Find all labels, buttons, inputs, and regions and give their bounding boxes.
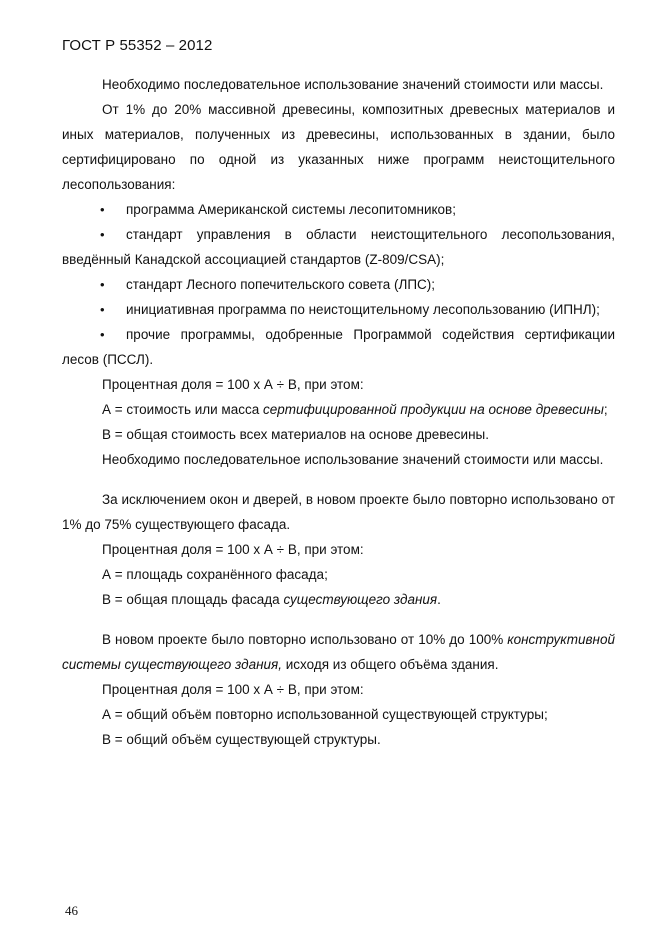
definition-b: В = общая стоимость всех материалов на основе древесины.: [102, 427, 490, 442]
list-item: [62, 297, 615, 322]
definition-b: В = общий объём существующей структуры.: [102, 732, 381, 747]
bullet-icon: •: [100, 227, 105, 242]
list-item-text: программа Американской системы лесопитомников;: [126, 202, 456, 217]
paragraph: За исключением окон и дверей, в новом проекте было повторно использовано от 1% до 75% существующего фасада.: [62, 492, 615, 532]
bullet-icon: •: [100, 277, 105, 292]
list-item: [62, 222, 615, 272]
bullet-icon: •: [100, 327, 105, 342]
formula-line: Процентная доля = 100 х А ÷ В, при этом:: [102, 542, 364, 557]
definition-emphasis: сертифицированной продукции на основе древесины: [263, 402, 604, 417]
definition-text: А = стоимость или масса: [102, 402, 263, 417]
definition-text: В = общая площадь фасада: [102, 592, 284, 607]
definition-a: [62, 397, 615, 422]
formula-line: Процентная доля = 100 х А ÷ В, при этом:: [102, 682, 364, 697]
list-item: [62, 272, 615, 297]
paragraph-emphasis: конструктивной системы существующего здания,: [62, 632, 615, 672]
paragraph: Необходимо последовательное использование значений стоимости или массы.: [102, 452, 604, 467]
list-item-text: стандарт Лесного попечительского совета (ЛПС);: [126, 277, 436, 292]
paragraph-text: исходя из общего объёма здания.: [282, 657, 499, 672]
definition-a: А = площадь сохранённого фасада;: [102, 567, 328, 582]
paragraph: От 1% до 20% массивной древесины, композитных древесных материалов и иных материалов, полученных из древесины, использованных в здании, было сертифицировано по одной из указанных ниже программ неистощительного лесопользования:: [62, 102, 615, 192]
paragraph-text: В новом проекте было повторно использовано от 10% до 100%: [102, 632, 508, 647]
definition-text: .: [437, 592, 441, 607]
paragraph: [62, 627, 615, 677]
definition-b: [62, 587, 615, 612]
paragraph: Необходимо последовательное использование значений стоимости или массы.: [102, 77, 604, 92]
page-number: 46: [65, 903, 78, 918]
bullet-icon: •: [100, 302, 105, 317]
list-item-text: прочие программы, одобренные Программой содействия сертификации лесов (ПССЛ).: [62, 327, 615, 367]
list-item: [62, 197, 615, 222]
definition-text: ;: [603, 402, 608, 417]
list-item-text: стандарт управления в области неистощительного лесопользования, введённый Канадской ассоциацией стандартов (Z-809/CSA);: [62, 227, 615, 267]
page-content: [62, 72, 615, 752]
list-item: [62, 322, 615, 372]
definition-emphasis: существующего здания: [283, 592, 438, 607]
definition-a: А = общий объём повторно использованной существующей структуры;: [102, 707, 548, 722]
page-header: ГОСТ Р 55352 – 2012: [62, 37, 213, 54]
formula-line: Процентная доля = 100 х А ÷ В, при этом:: [102, 377, 364, 392]
list-item-text: инициативная программа по неистощительному лесопользованию (ИПНЛ);: [126, 302, 600, 317]
bullet-icon: •: [100, 202, 105, 217]
